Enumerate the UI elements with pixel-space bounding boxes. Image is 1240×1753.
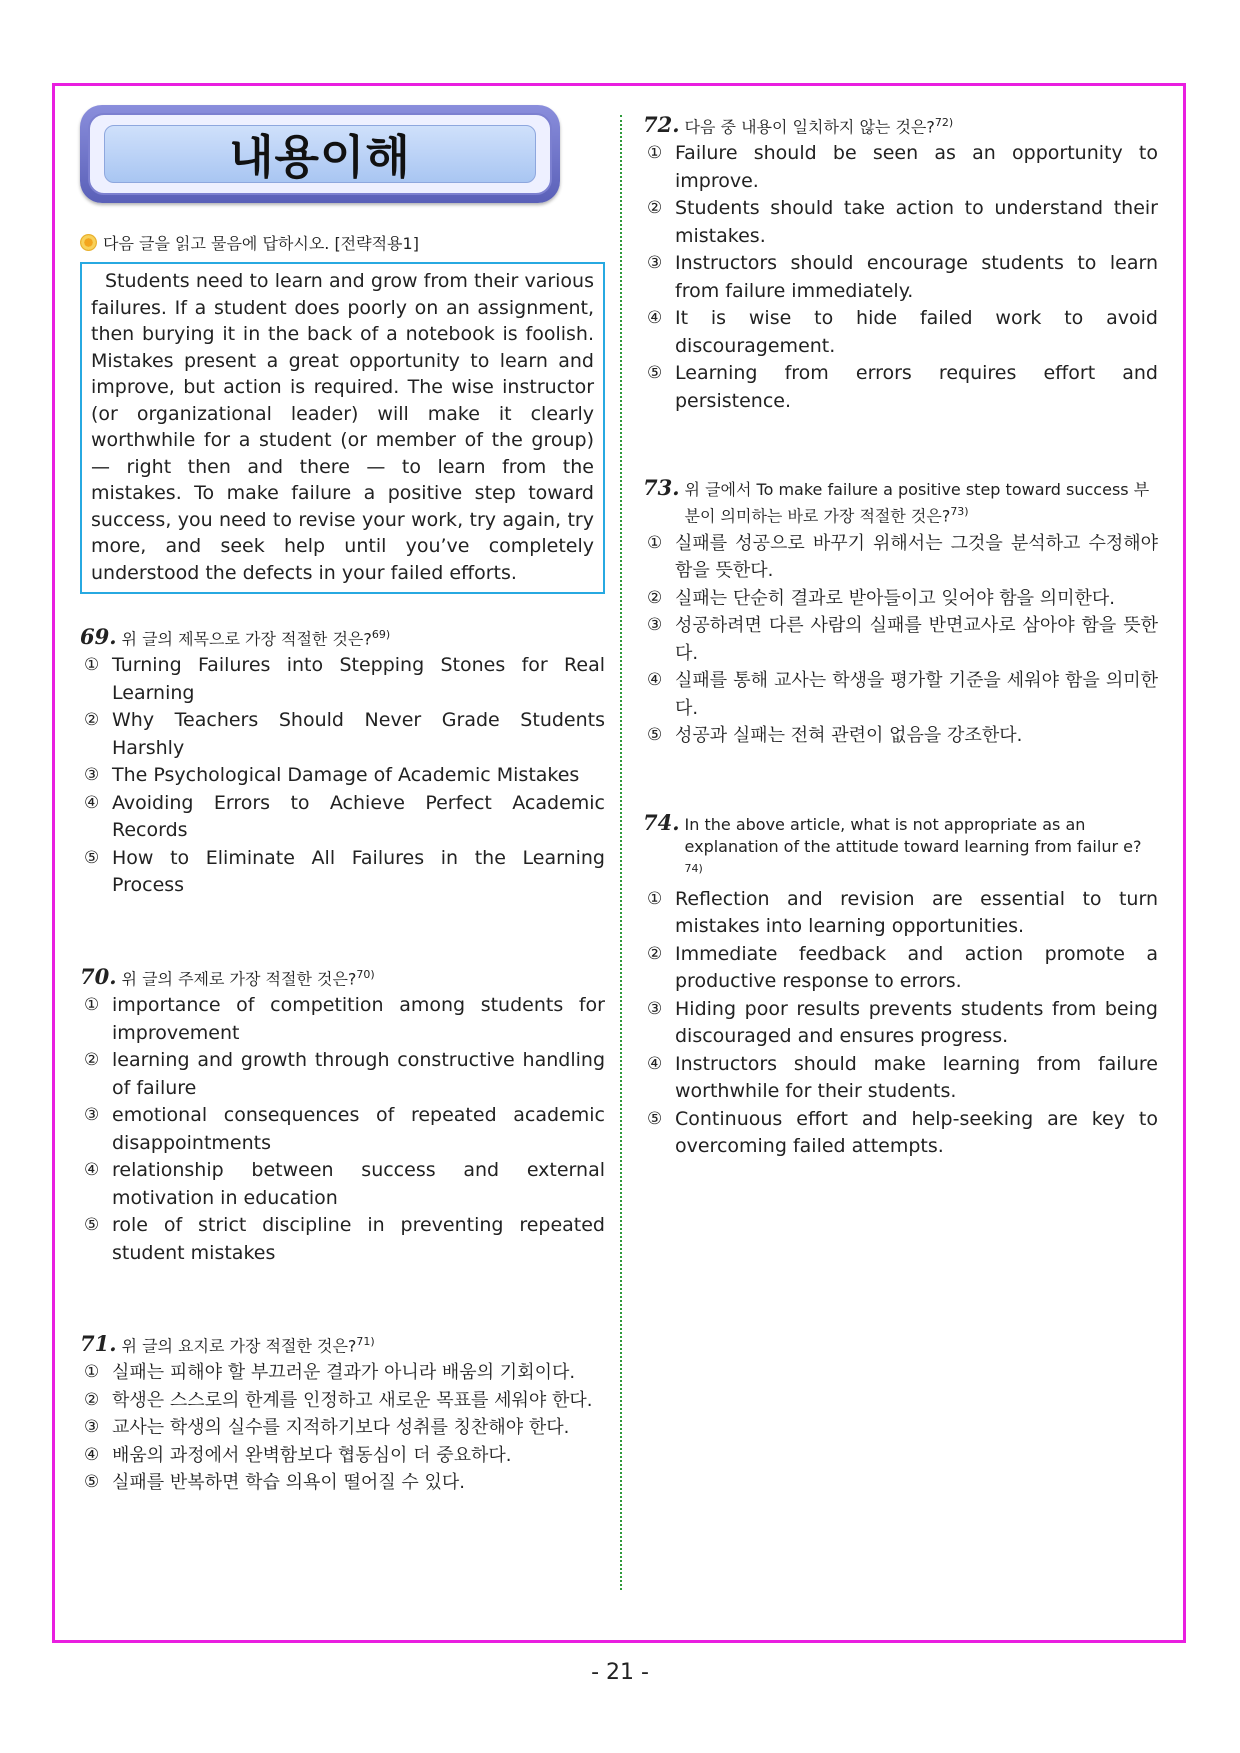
- question-text: 위 글의 제목으로 가장 적절한 것은?: [121, 629, 372, 649]
- question-number: 74.: [643, 809, 680, 835]
- option-5[interactable]: ⑤ 실패를 반복하면 학습 의욕이 떨어질 수 있다.: [84, 1472, 466, 1494]
- reading-passage: [80, 262, 605, 594]
- option-1[interactable]: ① Reflection and revision are essential to turn mistakes into learning opportunities.: [647, 887, 1158, 938]
- question-number: 72.: [643, 112, 680, 138]
- question-69: [80, 624, 605, 900]
- section-title: 내용이해: [229, 130, 411, 184]
- passage-text: Students need to learn and grow from their various failures. If a student does poorly on an assignment, then burying it in the back of a notebook is foolish. Mistakes present a great opportunity to learn and improve, but action is required. The wise instructor (or organizational leader) will make it clearly worthwhile for a student (or member of the group) — right then and there — to learn from the mistakes. To make failure a positive step toward success, you need to revise your work, try again, try more, and seek help until you’ve completely understood the defects in your failed efforts.: [91, 270, 594, 584]
- question-text: 다음 중 내용이 일치하지 않는 것은?: [684, 117, 935, 137]
- option-4[interactable]: ④ 배움의 과정에서 완벽함보다 협동심이 더 중요하다.: [84, 1444, 512, 1466]
- option-2[interactable]: ② 학생은 스스로의 한계를 인정하고 새로운 목표를 세워야 한다.: [84, 1389, 593, 1411]
- question-70: [80, 964, 605, 1267]
- option-4[interactable]: ④ 실패를 통해 교사는 학생을 평가할 기준을 세워야 함을 의미한다.: [647, 670, 1158, 719]
- footnote-ref: 74): [684, 861, 703, 875]
- option-3[interactable]: ③ emotional consequences of repeated academic disappointments: [84, 1104, 605, 1154]
- option-3[interactable]: ③ 교사는 학생의 실수를 지적하기보다 성취를 칭찬해야 한다.: [84, 1417, 570, 1439]
- footnote-ref: 73): [950, 505, 969, 519]
- option-3[interactable]: ③ 성공하려면 다른 사람의 실패를 반면교사로 삼아야 함을 뜻한다.: [647, 615, 1158, 664]
- flower-icon: [80, 234, 97, 251]
- option-4[interactable]: ④ It is wise to hide failed work to avoid discouragement.: [647, 307, 1158, 357]
- option-5[interactable]: ⑤ 성공과 실패는 전혀 관련이 없음을 강조한다.: [647, 725, 1023, 747]
- footnote-ref: 71): [356, 1335, 375, 1349]
- question-number: 73.: [643, 475, 680, 501]
- option-5[interactable]: ⑤ Learning from errors requires effort and persistence.: [647, 362, 1158, 412]
- option-3[interactable]: ③ Instructors should encourage students to learn from failure immediately.: [647, 252, 1158, 302]
- option-3[interactable]: ③ The Psychological Damage of Academic Mistakes: [84, 764, 580, 787]
- footnote-ref: 72): [934, 116, 954, 129]
- column-divider: [620, 115, 622, 1590]
- page-number: - 21 -: [591, 1660, 649, 1685]
- question-number: 71.: [80, 1331, 117, 1357]
- option-2[interactable]: ② 실패는 단순히 결과로 받아들이고 잊어야 함을 의미한다.: [647, 587, 1115, 609]
- option-1[interactable]: ① importance of competition among students for improvement: [84, 994, 605, 1044]
- question-text: In the above article, what is not appropriate as an explanation of the attitude toward learning from failur e?: [684, 814, 1142, 856]
- option-1[interactable]: ① Failure should be seen as an opportunity to improve.: [647, 142, 1158, 192]
- question-73: [643, 477, 1158, 749]
- option-1[interactable]: ① 실패를 성공으로 바꾸기 위해서는 그것을 분석하고 수정해야 함을 뜻한다.: [647, 532, 1158, 582]
- option-5[interactable]: ⑤ Continuous effort and help-seeking are key to overcoming failed attempts.: [647, 1107, 1158, 1158]
- question-number: 70.: [80, 964, 117, 990]
- footnote-ref: 70): [356, 967, 375, 981]
- footnote-ref: 69): [371, 628, 391, 641]
- option-2[interactable]: ② Why Teachers Should Never Grade Students Harshly: [84, 709, 605, 759]
- section-banner: [80, 105, 560, 203]
- option-2[interactable]: ② Students should take action to understand their mistakes.: [647, 197, 1158, 247]
- option-3[interactable]: ③ Hiding poor results prevents students from being discouraged and ensures progress.: [647, 997, 1158, 1048]
- question-74: [643, 809, 1158, 1161]
- option-5[interactable]: ⑤ role of strict discipline in preventing repeated student mistakes: [84, 1214, 605, 1264]
- question-number: 69.: [80, 624, 117, 650]
- question-72: [643, 112, 1158, 415]
- question-text: 위 글에서 To make failure a positive step toward success 부분이 의미하는 바로 가장 적절한 것은?: [684, 480, 1150, 526]
- option-1[interactable]: ① Turning Failures into Stepping Stones for Real Learning: [84, 654, 605, 704]
- option-1[interactable]: ① 실패는 피해야 할 부끄러운 결과가 아니라 배움의 기회이다.: [84, 1362, 576, 1384]
- option-4[interactable]: ④ Instructors should make learning from failure worthwhile for their students.: [647, 1052, 1158, 1103]
- instruction: [80, 231, 605, 254]
- option-5[interactable]: ⑤ How to Eliminate All Failures in the Learning Process: [84, 846, 605, 897]
- right-column: [643, 112, 1158, 1161]
- option-2[interactable]: ② learning and growth through constructive handling of failure: [84, 1049, 605, 1099]
- instruction-text: 다음 글을 읽고 물음에 답하시오. [전략적용1]: [103, 234, 419, 253]
- option-4[interactable]: ④ relationship between success and external motivation in education: [84, 1159, 605, 1209]
- question-text: 위 글의 주제로 가장 적절한 것은?: [121, 969, 357, 989]
- left-column: [80, 105, 605, 1497]
- question-71: [80, 1331, 605, 1497]
- option-4[interactable]: ④ Avoiding Errors to Achieve Perfect Academic Records: [84, 791, 605, 842]
- option-2[interactable]: ② Immediate feedback and action promote a productive response to errors.: [647, 942, 1158, 993]
- question-text: 위 글의 요지로 가장 적절한 것은?: [121, 1336, 357, 1356]
